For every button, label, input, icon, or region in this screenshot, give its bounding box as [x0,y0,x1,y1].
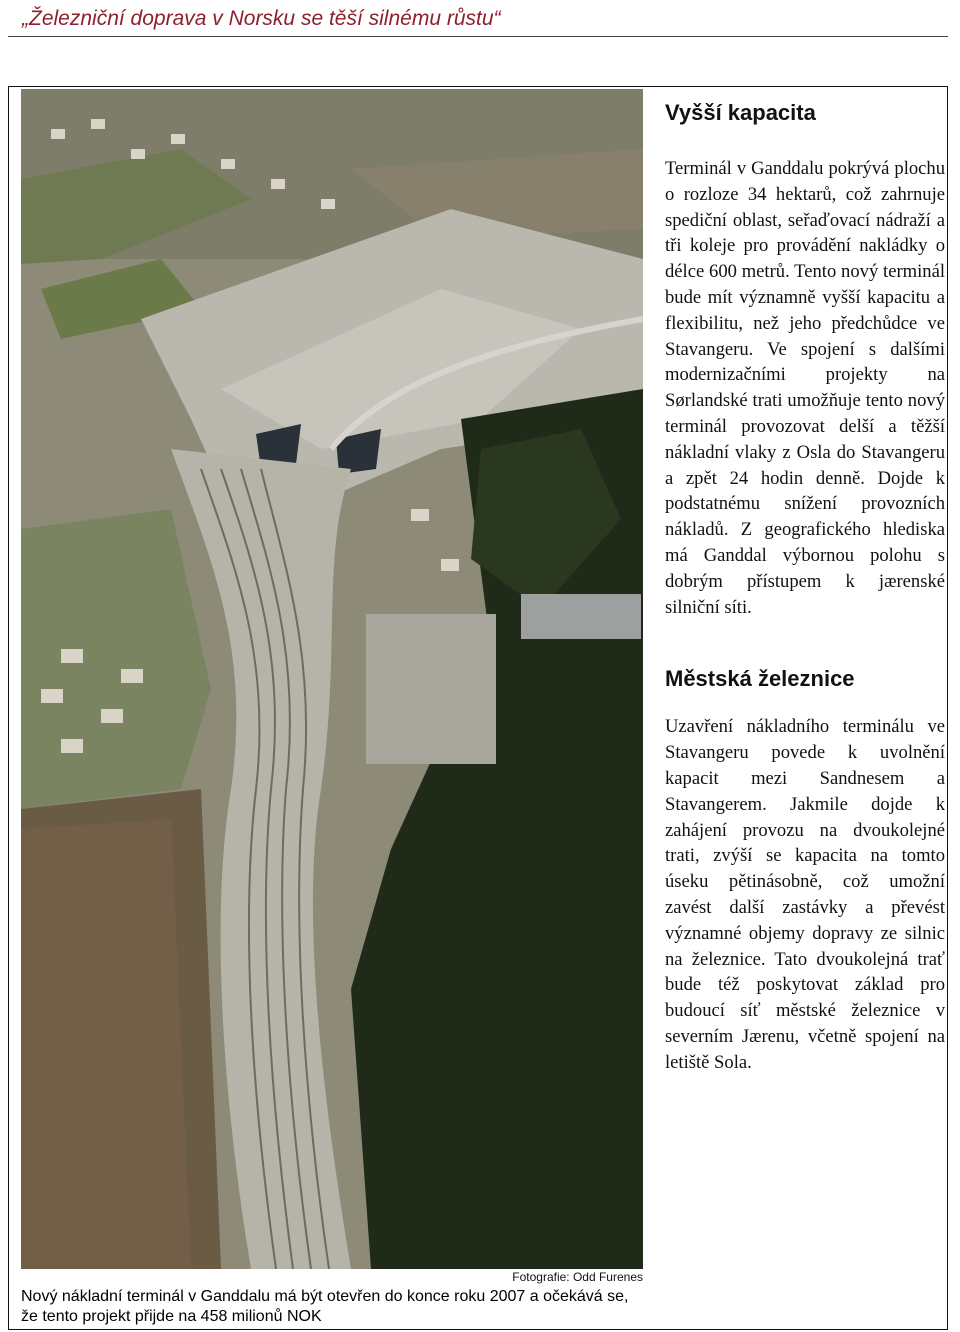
aerial-photo [21,89,643,1269]
header-title: „Železniční doprava v Norsku se těší silnému růstu“ [22,7,501,30]
page-header [8,4,948,37]
section-heading-capacity: Vyšší kapacita [665,100,816,125]
section-text-capacity: Terminál v Ganddalu pokrývá plochu o rozloze 34 hektarů, což zahrnuje spediční oblast, seřaďovací nádraží a tři koleje pro provádění nakládky o délce 600 metrů. Tento nový terminál bude mít významně vyšší kapacitu a flexibilitu, než jeho předchůdce ve Stavangeru. Ve spojení s dalšími modernizačními projekty na Sørlandské trati umožňuje tento nový terminál provozovat delší a těžší nákladní vlaky z Osla do Stavangeru a zpět 24 hodin denně. Dojde k podstatnému snížení provozních nákladů. Z geografického hlediska má Ganddal výbornou polohu s dobrým přístupem k jærenské silniční síti. [665,158,945,618]
text-column [665,90,945,1076]
section-text-urban-rail: Uzavření nákladního terminálu ve Stavangeru povede k uvolnění kapacit mezi Sandnesem a Stavangerem. Jakmile dojde k zahájení provozu na dvoukolejné trati, zvýší se kapacita na tomto úseku pětinásobně, což umožní zavést další zastávky a převést významné objemy dopravy ze silnic na železnice. Tato dvoukolejná trať bude též poskytovat základ pro budoucí síť městské železnice v severním Jærenu, včetně spojení na letiště Sola. [665,716,945,1073]
photo-caption [21,1270,643,1328]
caption-text: Nový nákladní terminál v Ganddalu má být otevřen do konce roku 2007 a očekává se, že tento projekt přijde na 458 milionů NOK [21,1288,629,1325]
aerial-photo-illustration [21,89,643,1269]
photo-credit: Fotografie: Odd Furenes [512,1270,643,1284]
section-heading-urban-rail: Městská železnice [665,666,855,692]
